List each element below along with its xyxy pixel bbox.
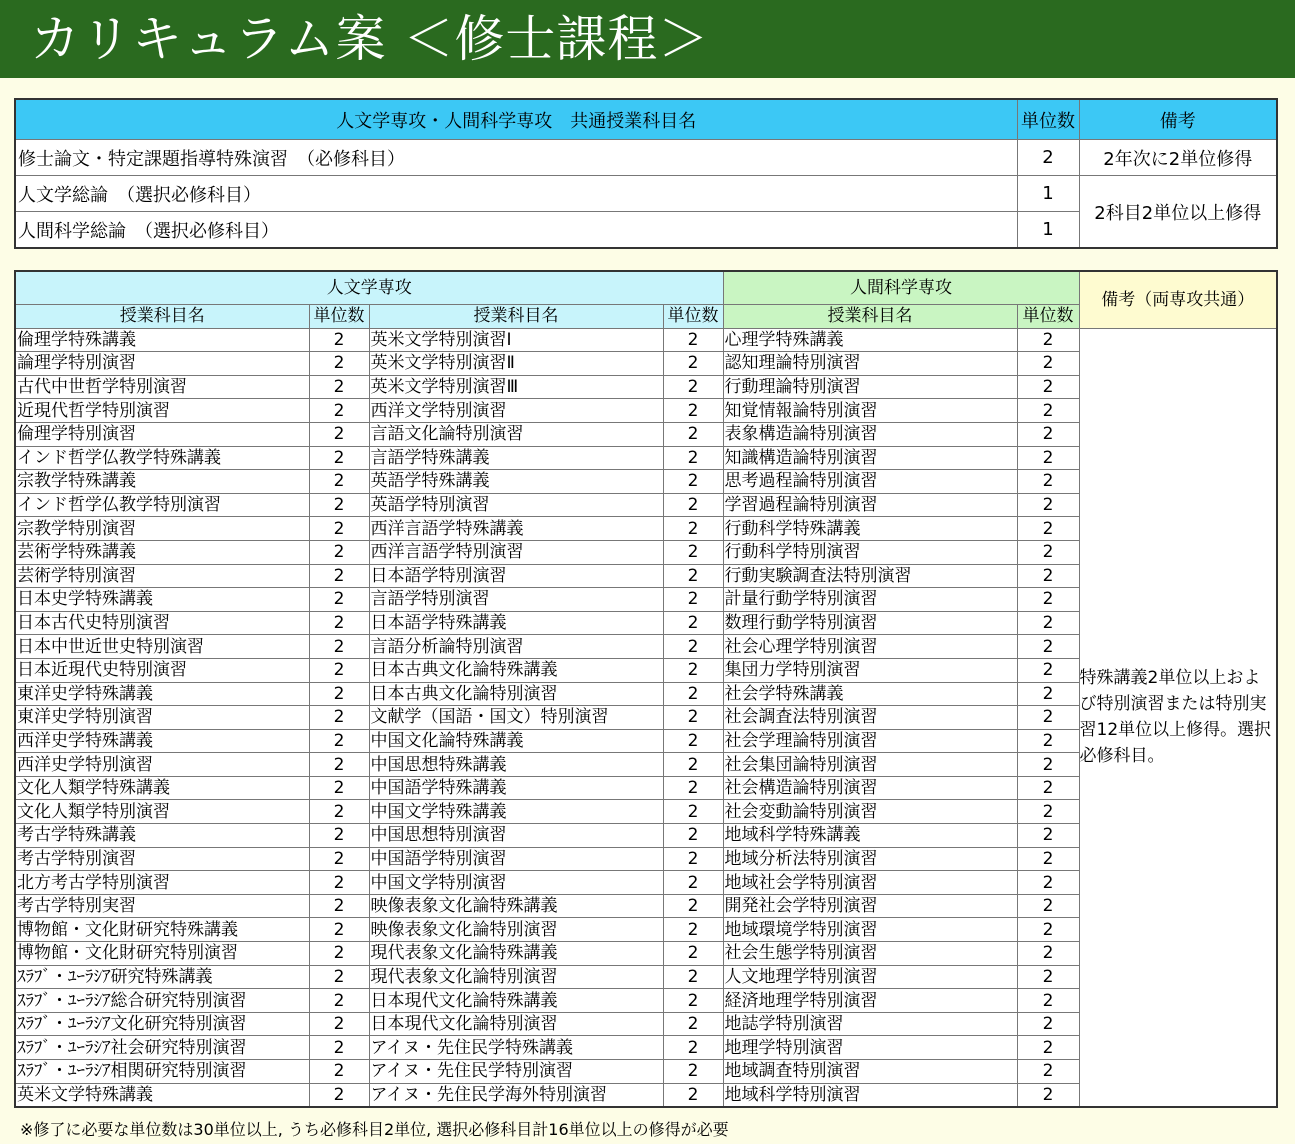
- course-name: 現代表象文化論特殊講義: [369, 942, 663, 966]
- course-units: 2: [309, 800, 369, 824]
- course-name: 計量行動学特別演習: [723, 588, 1017, 612]
- course-units: 2: [663, 682, 723, 706]
- col-header-unit: 単位数: [1017, 305, 1079, 329]
- common-header-name: 人文学専攻・人間科学専攻 共通授業科目名: [15, 99, 1017, 140]
- course-units: 2: [309, 824, 369, 848]
- course-units: 2: [663, 352, 723, 376]
- course-units: 2: [663, 776, 723, 800]
- course-name: 日本現代文化論特殊講義: [369, 989, 663, 1013]
- course-units: 2: [663, 1060, 723, 1084]
- course-name: 地域分析法特別演習: [723, 847, 1017, 871]
- title-bar: [0, 0, 1295, 78]
- course-name: ｽﾗﾌﾞ・ﾕｰﾗｼｱ社会研究特別演習: [15, 1036, 309, 1060]
- course-name: ｽﾗﾌﾞ・ﾕｰﾗｼｱ研究特殊講義: [15, 965, 309, 989]
- course-units: 2: [663, 564, 723, 588]
- col-header-unit: 単位数: [309, 305, 369, 329]
- course-units: 2: [1017, 706, 1079, 730]
- course-units: 2: [663, 847, 723, 871]
- course-name: 北方考古学特別演習: [15, 871, 309, 895]
- course-units: 2: [309, 375, 369, 399]
- course-units: 2: [663, 824, 723, 848]
- course-name: 日本史学特殊講義: [15, 588, 309, 612]
- course-name: 近現代哲学特別演習: [15, 399, 309, 423]
- course-name: 地域科学特殊講義: [723, 824, 1017, 848]
- course-name: 文化人類学特別演習: [15, 800, 309, 824]
- course-units: 2: [663, 1083, 723, 1107]
- course-units: 2: [1017, 871, 1079, 895]
- course-name: 中国文学特別演習: [369, 871, 663, 895]
- course-units: 2: [1017, 1012, 1079, 1036]
- footnote: ※修了に必要な単位数は30単位以上, うち必修科目2単位, 選択必修科目計16単位以上の修得が必要: [20, 1120, 729, 1139]
- course-units: 2: [1017, 658, 1079, 682]
- common-header-unit: 単位数: [1017, 99, 1079, 140]
- table-row: [15, 140, 1277, 176]
- course-units: 2: [309, 753, 369, 777]
- course-units: 2: [663, 965, 723, 989]
- course-units: 2: [663, 871, 723, 895]
- course-units: 1: [1017, 212, 1079, 249]
- course-units: 2: [1017, 564, 1079, 588]
- course-units: 2: [1017, 965, 1079, 989]
- course-name: 博物館・文化財研究特別演習: [15, 942, 309, 966]
- course-name: 日本中世近世史特別演習: [15, 635, 309, 659]
- course-name: 地理学特別演習: [723, 1036, 1017, 1060]
- course-note: 2年次に2単位修得: [1079, 140, 1277, 176]
- course-units: 2: [1017, 517, 1079, 541]
- course-name: 修士論文・特定課題指導特殊演習 （必修科目）: [15, 140, 1017, 176]
- course-units: 2: [309, 1060, 369, 1084]
- course-name: 宗教学特殊講義: [15, 470, 309, 494]
- course-name: ｽﾗﾌﾞ・ﾕｰﾗｼｱ相関研究特別演習: [15, 1060, 309, 1084]
- course-name: 論理学特別演習: [15, 352, 309, 376]
- course-name: 中国文学特殊講義: [369, 800, 663, 824]
- course-units: 2: [1017, 729, 1079, 753]
- course-name: 映像表象文化論特別演習: [369, 918, 663, 942]
- course-name: 認知理論特別演習: [723, 352, 1017, 376]
- course-name: 社会心理学特別演習: [723, 635, 1017, 659]
- course-units: 2: [663, 942, 723, 966]
- course-units: 2: [663, 918, 723, 942]
- course-units: 2: [309, 422, 369, 446]
- course-name: 行動科学特殊講義: [723, 517, 1017, 541]
- col-header-unit: 単位数: [663, 305, 723, 329]
- course-units: 2: [663, 635, 723, 659]
- course-units: 2: [309, 847, 369, 871]
- course-name: 地域科学特別演習: [723, 1083, 1017, 1107]
- course-units: 2: [1017, 918, 1079, 942]
- course-name: 古代中世哲学特別演習: [15, 375, 309, 399]
- course-name: 映像表象文化論特殊講義: [369, 894, 663, 918]
- course-name: 社会調査法特別演習: [723, 706, 1017, 730]
- course-name: 知識構造論特別演習: [723, 446, 1017, 470]
- table-row: [15, 328, 1277, 352]
- course-units: 2: [309, 588, 369, 612]
- course-units: 2: [309, 729, 369, 753]
- course-units: 2: [309, 1012, 369, 1036]
- course-name: 知覚情報論特別演習: [723, 399, 1017, 423]
- course-units: 2: [309, 776, 369, 800]
- human-science-header: 人間科学専攻: [723, 271, 1079, 305]
- course-name: インド哲学仏教学特殊講義: [15, 446, 309, 470]
- course-units: 2: [1017, 1036, 1079, 1060]
- course-units: 2: [1017, 399, 1079, 423]
- course-units: 2: [1017, 847, 1079, 871]
- course-name: 英米文学特別演習Ⅱ: [369, 352, 663, 376]
- course-units: 2: [663, 611, 723, 635]
- col-header-name: 授業科目名: [15, 305, 309, 329]
- requirement-note: 特殊講義2単位以上および特別演習または特別実習12単位以上修得。選択必修科目。: [1079, 328, 1277, 1107]
- course-units: 2: [1017, 942, 1079, 966]
- course-name: 心理学特殊講義: [723, 328, 1017, 352]
- course-units: 2: [663, 588, 723, 612]
- course-units: 2: [309, 989, 369, 1013]
- course-name: 現代表象文化論特別演習: [369, 965, 663, 989]
- course-name: 言語文化論特別演習: [369, 422, 663, 446]
- course-name: 英語学特殊講義: [369, 470, 663, 494]
- course-units: 2: [663, 493, 723, 517]
- course-units: 2: [309, 328, 369, 352]
- course-name: 日本古代史特別演習: [15, 611, 309, 635]
- course-units: 2: [663, 658, 723, 682]
- course-name: 西洋史学特殊講義: [15, 729, 309, 753]
- course-name: 考古学特別演習: [15, 847, 309, 871]
- course-name: 言語学特殊講義: [369, 446, 663, 470]
- course-name: 英米文学特別演習Ⅰ: [369, 328, 663, 352]
- major-courses-table: [14, 270, 1278, 1108]
- course-name: 宗教学特別演習: [15, 517, 309, 541]
- course-units: 2: [663, 729, 723, 753]
- course-name: アイヌ・先住民学海外特別演習: [369, 1083, 663, 1107]
- course-units: 2: [1017, 140, 1079, 176]
- course-units: 2: [309, 871, 369, 895]
- course-name: 行動理論特別演習: [723, 375, 1017, 399]
- course-units: 2: [309, 352, 369, 376]
- course-units: 2: [309, 942, 369, 966]
- course-name: 芸術学特別演習: [15, 564, 309, 588]
- course-name: 西洋文学特別演習: [369, 399, 663, 423]
- course-name: 数理行動学特別演習: [723, 611, 1017, 635]
- course-name: ｽﾗﾌﾞ・ﾕｰﾗｼｱ文化研究特別演習: [15, 1012, 309, 1036]
- course-name: 人間科学総論 （選択必修科目）: [15, 212, 1017, 249]
- course-units: 2: [1017, 470, 1079, 494]
- course-units: 2: [309, 658, 369, 682]
- course-units: 2: [309, 446, 369, 470]
- course-name: 人文地理学特別演習: [723, 965, 1017, 989]
- course-name: 文化人類学特殊講義: [15, 776, 309, 800]
- course-name: 社会変動論特別演習: [723, 800, 1017, 824]
- course-units: 2: [1017, 1060, 1079, 1084]
- course-units: 2: [663, 989, 723, 1013]
- course-name: インド哲学仏教学特別演習: [15, 493, 309, 517]
- course-units: 2: [663, 470, 723, 494]
- course-name: アイヌ・先住民学特殊講義: [369, 1036, 663, 1060]
- course-units: 2: [1017, 894, 1079, 918]
- course-name: 英米文学特殊講義: [15, 1083, 309, 1107]
- course-units: 2: [1017, 588, 1079, 612]
- course-name: 行動実験調査法特別演習: [723, 564, 1017, 588]
- course-name: 考古学特別実習: [15, 894, 309, 918]
- course-name: 地域調査特別演習: [723, 1060, 1017, 1084]
- course-units: 2: [1017, 776, 1079, 800]
- course-name: 日本近現代史特別演習: [15, 658, 309, 682]
- course-name: 言語分析論特別演習: [369, 635, 663, 659]
- course-units: 2: [663, 706, 723, 730]
- course-units: 2: [1017, 540, 1079, 564]
- course-units: 2: [1017, 352, 1079, 376]
- course-name: 中国語学特殊講義: [369, 776, 663, 800]
- course-units: 2: [309, 517, 369, 541]
- course-units: 2: [1017, 824, 1079, 848]
- course-units: 2: [1017, 328, 1079, 352]
- course-name: 中国思想特殊講義: [369, 753, 663, 777]
- humanities-header: 人文学専攻: [15, 271, 723, 305]
- course-units: 2: [663, 540, 723, 564]
- course-units: 1: [1017, 176, 1079, 212]
- course-name: 社会生態学特別演習: [723, 942, 1017, 966]
- course-name: 英米文学特別演習Ⅲ: [369, 375, 663, 399]
- course-units: 2: [663, 1036, 723, 1060]
- course-units: 2: [309, 682, 369, 706]
- col-header-name: 授業科目名: [723, 305, 1017, 329]
- note-header: 備考（両専攻共通）: [1079, 271, 1277, 328]
- col-header-name: 授業科目名: [369, 305, 663, 329]
- course-name: 倫理学特殊講義: [15, 328, 309, 352]
- course-name: 日本語学特別演習: [369, 564, 663, 588]
- common-courses-table: [14, 98, 1278, 249]
- course-units: 2: [1017, 422, 1079, 446]
- course-note: 2科目2単位以上修得: [1079, 176, 1277, 249]
- course-name: 日本語学特殊講義: [369, 611, 663, 635]
- course-units: 2: [309, 493, 369, 517]
- course-units: 2: [663, 422, 723, 446]
- course-name: 社会学理論特別演習: [723, 729, 1017, 753]
- course-units: 2: [1017, 989, 1079, 1013]
- course-name: 博物館・文化財研究特殊講義: [15, 918, 309, 942]
- course-name: 中国語学特別演習: [369, 847, 663, 871]
- course-units: 2: [309, 399, 369, 423]
- course-name: 西洋言語学特別演習: [369, 540, 663, 564]
- course-units: 2: [663, 375, 723, 399]
- course-units: 2: [309, 540, 369, 564]
- course-name: 東洋史学特別演習: [15, 706, 309, 730]
- course-name: 行動科学特別演習: [723, 540, 1017, 564]
- course-units: 2: [1017, 682, 1079, 706]
- course-name: 考古学特殊講義: [15, 824, 309, 848]
- course-units: 2: [309, 1083, 369, 1107]
- course-units: 2: [309, 635, 369, 659]
- course-units: 2: [309, 918, 369, 942]
- course-units: 2: [309, 894, 369, 918]
- course-name: 開発社会学特別演習: [723, 894, 1017, 918]
- course-name: 集団力学特別演習: [723, 658, 1017, 682]
- course-units: 2: [663, 328, 723, 352]
- course-units: 2: [1017, 446, 1079, 470]
- table-row: [15, 176, 1277, 212]
- course-units: 2: [663, 800, 723, 824]
- course-name: 日本現代文化論特別演習: [369, 1012, 663, 1036]
- course-name: 表象構造論特別演習: [723, 422, 1017, 446]
- course-name: 社会集団論特別演習: [723, 753, 1017, 777]
- course-name: 倫理学特別演習: [15, 422, 309, 446]
- course-units: 2: [309, 965, 369, 989]
- course-name: 思考過程論特別演習: [723, 470, 1017, 494]
- course-units: 2: [1017, 635, 1079, 659]
- course-units: 2: [663, 446, 723, 470]
- course-name: アイヌ・先住民学特別演習: [369, 1060, 663, 1084]
- course-name: 英語学特別演習: [369, 493, 663, 517]
- course-units: 2: [663, 753, 723, 777]
- course-name: 東洋史学特殊講義: [15, 682, 309, 706]
- course-units: 2: [1017, 611, 1079, 635]
- course-units: 2: [663, 1012, 723, 1036]
- course-units: 2: [1017, 753, 1079, 777]
- course-name: 地域社会学特別演習: [723, 871, 1017, 895]
- course-name: 中国思想特別演習: [369, 824, 663, 848]
- course-name: 日本古典文化論特殊講義: [369, 658, 663, 682]
- course-name: 芸術学特殊講義: [15, 540, 309, 564]
- course-name: 文献学（国語・国文）特別演習: [369, 706, 663, 730]
- course-name: 地誌学特別演習: [723, 1012, 1017, 1036]
- course-name: 学習過程論特別演習: [723, 493, 1017, 517]
- page-title: カリキュラム案 ＜修士課程＞: [30, 10, 710, 68]
- common-header-note: 備考: [1079, 99, 1277, 140]
- course-name: 地域環境学特別演習: [723, 918, 1017, 942]
- course-name: 日本古典文化論特別演習: [369, 682, 663, 706]
- course-units: 2: [1017, 800, 1079, 824]
- course-name: 西洋言語学特殊講義: [369, 517, 663, 541]
- course-units: 2: [309, 470, 369, 494]
- course-name: 言語学特別演習: [369, 588, 663, 612]
- course-name: 経済地理学特別演習: [723, 989, 1017, 1013]
- course-units: 2: [1017, 1083, 1079, 1107]
- course-name: 人文学総論 （選択必修科目）: [15, 176, 1017, 212]
- course-units: 2: [1017, 375, 1079, 399]
- course-units: 2: [309, 611, 369, 635]
- course-units: 2: [309, 706, 369, 730]
- course-units: 2: [309, 564, 369, 588]
- course-name: 西洋史学特別演習: [15, 753, 309, 777]
- course-name: ｽﾗﾌﾞ・ﾕｰﾗｼｱ総合研究特別演習: [15, 989, 309, 1013]
- course-units: 2: [663, 399, 723, 423]
- course-units: 2: [309, 1036, 369, 1060]
- course-name: 中国文化論特殊講義: [369, 729, 663, 753]
- course-name: 社会構造論特別演習: [723, 776, 1017, 800]
- course-units: 2: [1017, 493, 1079, 517]
- course-units: 2: [663, 894, 723, 918]
- course-units: 2: [663, 517, 723, 541]
- course-name: 社会学特殊講義: [723, 682, 1017, 706]
